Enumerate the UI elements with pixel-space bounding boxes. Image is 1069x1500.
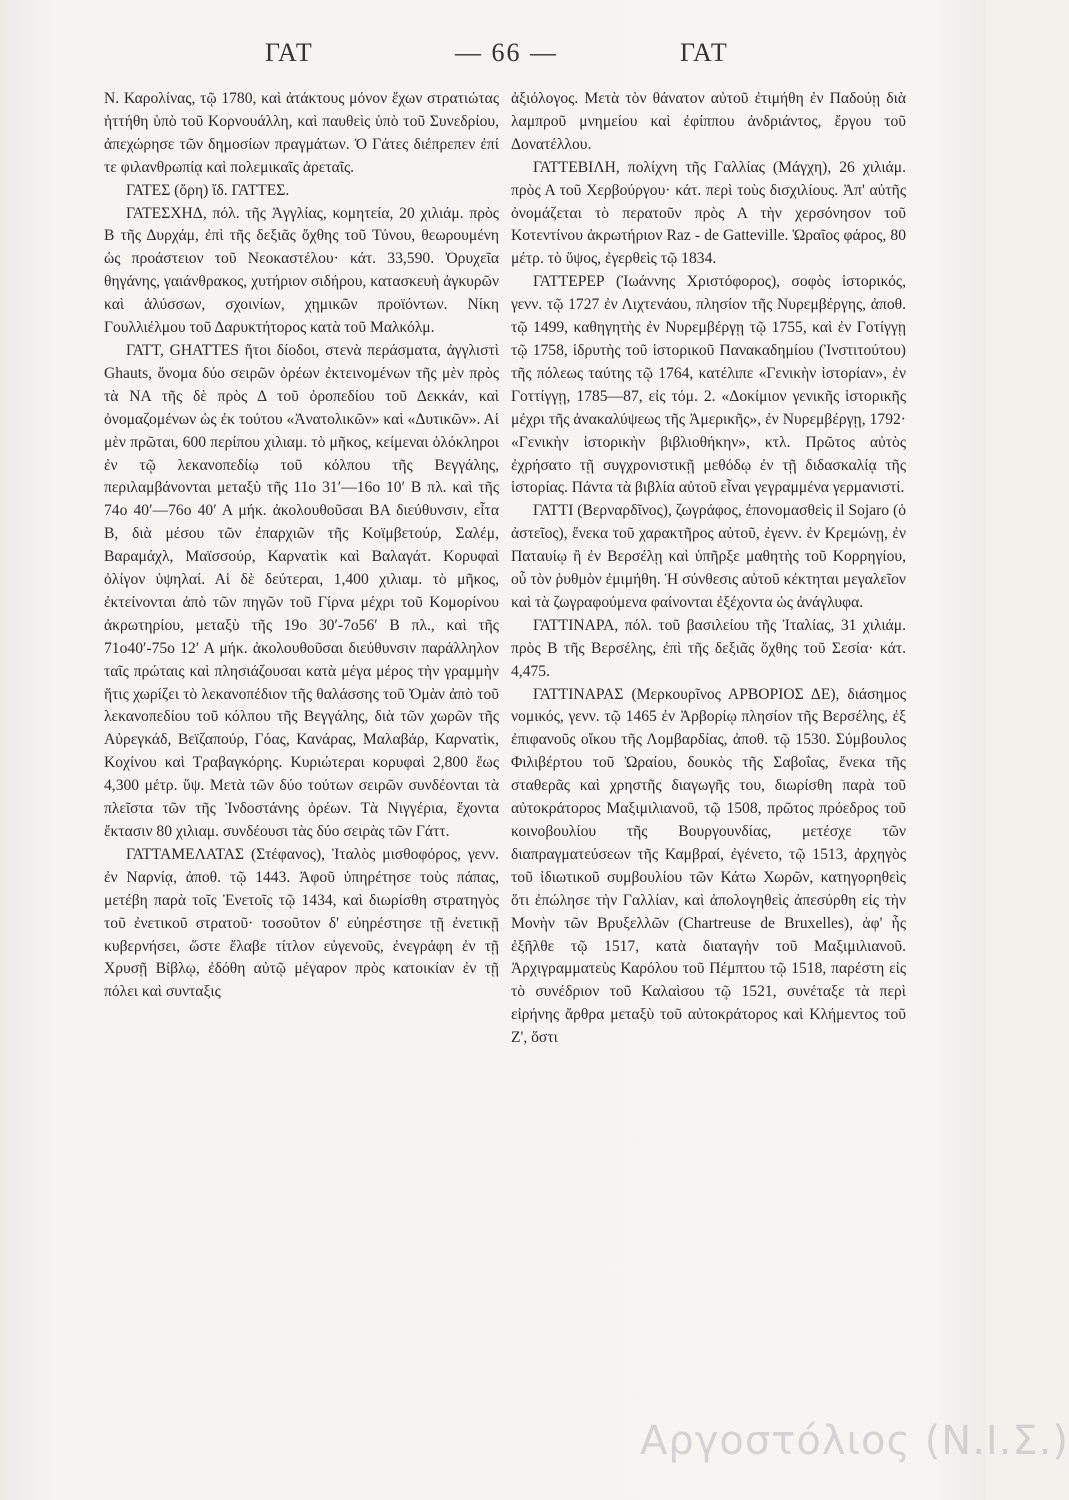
header-right-guideword: ΓΑΤ: [680, 38, 729, 67]
entry-paragraph: ἀξιόλογος. Μετὰ τὸν θάνατον αὐτοῦ ἐτιμήθη ἐν Παδούῃ διὰ λαμπροῦ μνημείου καὶ ἐφίππου ἀνδριάντος, ἔργου τοῦ Δονατέλλου.: [511, 90, 906, 153]
entry-paragraph: ΓΑΤΤ, GHATTES ἤτοι δίοδοι, στενὰ περάσματα, ἀγγλιστὶ Ghauts, ὄνομα δύο σειρῶν ὀρέων ἐκτεινομένων τῆς μὲν πρὸς τὰ ΝΑ τῆς δὲ πρὸς Δ τοῦ ὀροπεδίου τοῦ Δεκκάν, καὶ ὀνομαζομένων ὡς ἐκ τούτου «Ἀνατολικῶν» καὶ «Δυτικῶν». Αἱ μὲν πρῶται, 600 περίπου χιλιαμ. τὸ μῆκος, κείμεναι ὁλόκληροι ἐν τῷ λεκανοπεδίῳ τοῦ κόλπου τῆς Βεγγάλης, περιλαμβάνονται μεταξὺ τῆς 11ο 31′—16ο 10′ Β πλ. καὶ τῆς 74ο 40′—76ο 40′ Α μήκ. ἀκολουθοῦσαι ΒΑ διεύθυνσιν, εἶτα Β, διὰ μέσου τῶν ἐπαρχιῶν τῆς Κοϊμβετούρ, Σαλέμ, Βαραμάχλ, Μαϊσσούρ, Καρνατὶκ καὶ Βαλαγάτ. Κορυφαὶ ὀλίγον ὑψηλαί. Αἱ δὲ δεύτεραι, 1,400 χιλιαμ. τὸ μῆκος, ἐκτείνονται ἀπὸ τῶν πηγῶν τοῦ Γίρνα μέχρι τοῦ Κομορίνου ἀκρωτηρίου, μεταξὺ τῆς 19ο 30′-7ο56′ Β πλ., καὶ τῆς 71ο40′-75ο 12′ Α μήκ. ἀκολουθοῦσαι διεύθυνσιν παράλληλον ταῖς πρώταις καὶ πλησιάζουσαι κατὰ μέγα μέρος τὴν γραμμὴν ἥτις χωρίζει τὸ λεκανοπέδιον τῆς θαλάσσης τοῦ Ὀμὰν ἀπὸ τοῦ λεκανοπεδίου τοῦ κόλπου τῆς Βεγγάλης, διὰ τῶν χωρῶν τῆς Αὐρεγκάδ, Βεϊζαπούρ, Γόας, Κανάρας, Μαλαβάρ, Καρνατὶκ, Κοχίνου καὶ Τραβαγκόρης. Κυριώτεραι κορυφαὶ 2,800 ἕως 4,300 μέτρ. ὕψ. Μετὰ τῶν δύο τούτων σειρῶν συνδέονται τὰ πλεῖστα τῶν τῆς Ἰνδοστάνης ὀρέων. Τὰ Νιγγέρια, ἔχοντα ἔκτασιν 80 χιλιαμ. συνδέουσι τὰς δύο σειρὰς τῶν Γάττ.: [104, 341, 499, 840]
entry-paragraph: ΓΑΤΤΙΝΑΡΑΣ (Μερκουρῖνος ΑΡΒΟΡΙΟΣ ΔΕ), διάσημος νομικός, γενν. τῷ 1465 ἐν Ἀρβορίῳ πλησίον τῆς Βερσέλης, ἐξ ἐπιφανοῦς οἴκου τῆς Λομβαρδίας, ἀποθ. τῷ 1530. Σύμβουλος Φιλιβέρτου τοῦ Ὡραίου, δουκὸς τῆς Σαβοΐας, ἕνεκα τῆς σταθερᾶς καὶ χρηστῆς διαγωγῆς του, διωρίσθη παρὰ τοῦ αὐτοκράτορος Μαξιμιλιανοῦ, τῷ 1508, πρῶτος πρόεδρος τοῦ κοινοβουλίου τῆς Βουργουνδίας, μετέσχε τῶν διαπραγματεύσεων τῆς Καμβραί, ἐγένετο, τῷ 1513, ἀρχηγὸς τοῦ ἰδιωτικοῦ συμβουλίου τῶν Κάτω Χωρῶν, κατηγορηθεὶς ὅτι ἐπώλησε τὴν Γαλλίαν, καὶ ἀπολογηθεὶς ἀπεσύρθη εἰς τὴν Μονὴν τῶν Βρυξελλῶν (Chartreuse de Bruxelles), ἀφ' ἧς ἐξῆλθε τῷ 1517, κατὰ διαταγὴν τοῦ Μαξιμιλιανοῦ. Ἀρχιγραμματεὺς Καρόλου τοῦ Πέμπτου τῷ 1518, παρέστη εἰς τὸ συνέδριον τοῦ Καλαὶσου τῷ 1521, συνέταξε τὰ περὶ εἰρήνης ἄρθρα μεταξὺ τοῦ αὐτοκράτορος καὶ Κλήμεντος τοῦ Ζ', ὅστι: [511, 685, 906, 1047]
entry-paragraph: ΓΑΤΕΣΧΗΔ, πόλ. τῆς Ἀγγλίας, κομητεία, 20 χιλιάμ. πρὸς Β τῆς Δυρχάμ, ἐπὶ τῆς δεξιᾶς ὄχθης τοῦ Τύνου, θεωρουμένη ὡς προάστειον τοῦ Νεοκαστέλου· κάτ. 33,590. Ὀρυχεῖα θηγάνης, γαιάνθρακος, χυτήριον σιδήρου, κατασκευὴ ἀγκυρῶν καὶ ἁλύσσων, σχοινίων, χημικῶν προϊόντων. Νίκη Γουλλιέλμου τοῦ Δαρυκτήτορος κατὰ τοῦ Μαλκόλμ.: [104, 204, 499, 337]
left-column: [104, 88, 499, 1438]
library-watermark: Αργοστόλιος (Ν.Ι.Σ.): [640, 1418, 1069, 1464]
entry-paragraph: ΓΑΤΕΣ (ὄρη) ἴδ. ΓΑΤΤΕΣ.: [126, 181, 290, 199]
page-number: — 66 —: [455, 38, 558, 67]
header-left-guideword: ΓΑΤ: [265, 38, 314, 67]
page-header: [100, 38, 880, 74]
entry-paragraph: ΓΑΤΤΕΡΕΡ (Ἰωάννης Χριστόφορος), σοφὸς ἱστορικός, γενν. τῷ 1727 ἐν Λιχτενάου, πλησίον τῆς Νυρεμβέργης, ἀποθ. τῷ 1499, καθηγητὴς ἐν Νυρεμβέργῃ τῷ 1755, καὶ ἐν Γοτίγγῃ τῷ 1758, ἱδρυτὴς τοῦ ἱστορικοῦ Πανακαδημίου (Ἰνστιτούτου) τῆς πόλεως ταύτης τῷ 1764, κατέλιπε «Γενικὴν ἱστορίαν», ἐν Γοττίγγῃ, 1785—87, εἰς τόμ. 2. «Δοκίμιον γενικῆς ἱστορικῆς μέχρι τῆς ἀνακαλύψεως τῆς Ἀμερικῆς», ἐν Νυρεμβέργῃ, 1792· «Γενικὴν ἱστορικὴν βιβλιοθήκην», κτλ. Πρῶτος αὐτὸς ἐχρήσατο τῇ συγχρονιστικῇ μεθόδῳ ἐν τῇ διδασκαλίᾳ τῆς ἱστορίας. Πάντα τὰ βιβλία αὐτοῦ εἶναι γεγραμμένα γερμανιστί.: [511, 273, 906, 497]
entry-paragraph: ΓΑΤΤΙΝΑΡΑ, πόλ. τοῦ βασιλείου τῆς Ἰταλίας, 31 χιλιάμ. πρὸς Β τῆς Βερσέλης, ἐπὶ τῆς δεξιᾶς ὄχθης τοῦ Σεσία· κάτ. 4,475.: [511, 616, 906, 680]
right-column: [511, 88, 906, 1438]
entry-paragraph: ΓΑΤΤΑΜΕΛΑΤΑΣ (Στέφανος), Ἰταλὸς μισθοφόρος, γενν. ἐν Ναρνίᾳ, ἀποθ. τῷ 1443. Ἀφοῦ ὑπηρέτησε τοὺς πάπας, μετέβη παρὰ τοῖς Ἐνετοῖς τῷ 1434, καὶ διωρίσθη στρατηγὸς τοῦ ἐνετικοῦ στρατοῦ· τοσοῦτον δ' εὐηρέστησε τῇ ἐνετικῇ κυβερνήσει, ὥστε ἔλαβε τίτλον εὐγενοῦς, ἐνεγράφη ἐν τῇ Χρυσῇ Βίβλῳ, ἐδόθη αὐτῷ μέγαρον πρὸς κατοικίαν ἐν τῇ πόλει καὶ συνταξις: [104, 845, 499, 1001]
entry-paragraph: Ν. Καρολίνας, τῷ 1780, καὶ ἀτάκτους μόνον ἔχων στρατιώτας ἡττήθη ὑπὸ τοῦ Κορνουάλλη, καὶ παυθεὶς ὑπὸ τοῦ Συνεδρίου, ἀπεχώρησε τῶν δημοσίων πραγμάτων. Ὁ Γάτες διέπρεπεν ἐπί τε φιλανθρωπίᾳ καὶ πολεμικαῖς ἀρεταῖς.: [104, 90, 499, 176]
entry-paragraph: ΓΑΤΤΙ (Βερναρδῖνος), ζωγράφος, ἐπονομασθεὶς il Sojaro (ὁ ἀστεῖος), ἕνεκα τοῦ χαρακτῆρος αὐτοῦ, ἐγενν. ἐν Κρεμώνῃ, ἐν Παταυίῳ ἢ ἐν Βερσέλῃ καὶ ὑπῆρξε μαθητὴς τοῦ Κορρηγίου, οὗ τὸν ῥυθμὸν ἐμιμήθη. Ἡ σύνθεσις αὐτοῦ κέκτηται μεγαλεῖον καὶ τὰ ζωγραφούμενα φαίνονται ἐξέχοντα ὡς ἀνάγλυφα.: [511, 502, 906, 611]
entry-paragraph: ΓΑΤΤΕΒΙΛΗ, πολίχνη τῆς Γαλλίας (Μάγχη), 26 χιλιάμ. πρὸς Α τοῦ Χερβούργου· κάτ. περὶ τοὺς δισχιλίους. Ἀπ' αὐτῆς ὀνομάζεται τὸ περατοῦν πρὸς Α τὴν χερσόνησον τοῦ Κοτεντίνου ἀκρωτήριον Raz - de Gatteville. Ὡραῖος φάρος, 80 μέτρ. τὸ ὕψος, ἐγερθεὶς τῷ 1834.: [511, 158, 906, 268]
